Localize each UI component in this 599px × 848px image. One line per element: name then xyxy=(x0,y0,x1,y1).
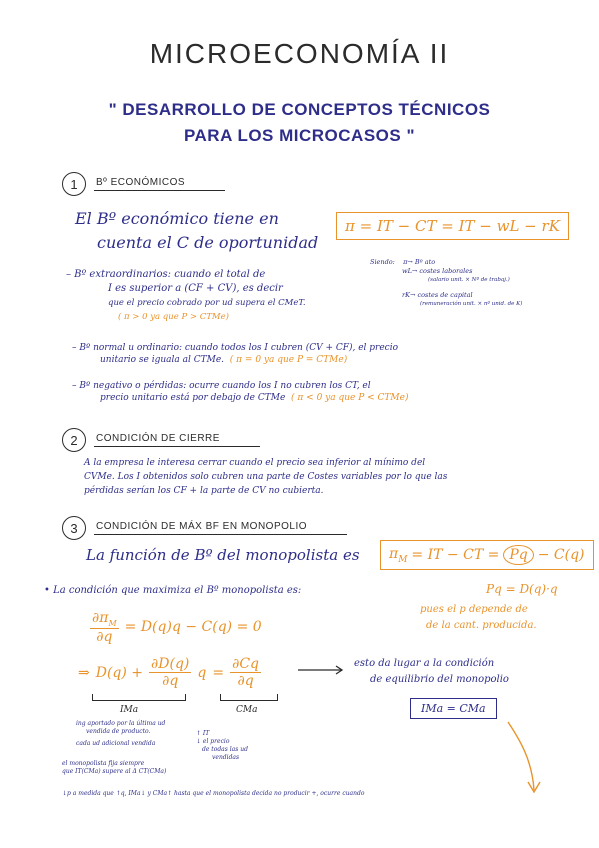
sec1-intro: El Bº económico tiene en cuenta el C de oportunidad xyxy=(75,209,319,252)
section-1-header xyxy=(62,172,225,196)
section-title: CONDICIÓN DE MÁX BF EN MONOPOLIO xyxy=(94,521,347,535)
page-subtitle-line1: " DESARROLLO DE CONCEPTOS TÉCNICOS xyxy=(108,100,491,119)
conclusion-line: ↓p a medida que ↑q, IMa↓ y CMa↑ hasta que el monopolista decida no producir +, ocurre cuando xyxy=(62,790,365,797)
section-number: 2 xyxy=(62,428,86,452)
section-title: Bº ECONÓMICOS xyxy=(94,177,225,191)
equilibrium-explanation: esto da lugar a la condición de equilibrio del monopolio xyxy=(354,658,509,685)
sec2-body: A la empresa le interesa cerrar cuando el precio sea inferior al mínimo del CVMe. Los I obtenidos solo cubren una parte de Costes variables por lo que las pérdidas serían los CF + la parte de CV no cubierta. xyxy=(84,458,448,496)
price-quantity-circle: Pq xyxy=(503,545,533,565)
marginal-equation: ⇒ D(q) + $\frac{\partial D(q)}{\partial q}$ q = $\frac{\partial Cq}{\partial q}$ xyxy=(78,656,260,689)
cma-brace xyxy=(220,694,278,701)
equilibrium-box: IMa = CMa xyxy=(410,698,497,719)
monopoly-profit-formula-box: $\pi_M$ = IT − CT = Pq − C(q) xyxy=(380,540,594,570)
ima-note-arrows: ↑ IT ↓ el precio de todas las ud vendidas xyxy=(196,730,248,761)
section-number: 1 xyxy=(62,172,86,196)
profit-formula-box: π = IT − CT = IT − wL − rK xyxy=(336,212,569,240)
page-subtitle-line2: PARA LOS MICROCASOS " xyxy=(183,126,416,145)
sec1-side-legend: Siendo: π→ Bº ato wL→ costes laborales (salario unit. × Nº de trabaj.) rK→ costes de capital (remuneración unit. × nº unid. de K) xyxy=(370,258,523,307)
pq-note: Pq = D(q)·q xyxy=(486,582,558,596)
sec1-bullet-normal: – Bº normal u ordinario: cuando todos los I cubren (CV + CF), el precio unitario se iguala al CTMe. ( π = 0 ya que P = CTMe) xyxy=(72,343,399,365)
monopolist-note: el monopolista fija siempre que IT(CMa) supere al Δ CT(CMa) xyxy=(62,760,167,775)
foc-equation: $\frac{\partial\pi_M}{\partial q}$ = D(q)q − C(q) = 0 xyxy=(92,610,262,645)
cma-label: CMa xyxy=(236,705,258,715)
curved-arrow-icon xyxy=(490,720,550,800)
pq-explanation: pues el p depende de de la cant. producida. xyxy=(420,604,537,631)
page-title: MICROECONOMÍA II xyxy=(149,38,450,69)
section-number: 3 xyxy=(62,516,86,540)
ima-note: ing aportado por la última ud vendida de producto. cada ud adicional vendida xyxy=(76,720,166,747)
section-3-header xyxy=(62,516,347,540)
sec1-bullet-negative: – Bº negativo o pérdidas: ocurre cuando los I no cubren los CT, el precio unitario está por debajo de CTMe ( π < 0 ya que P < CTMe) xyxy=(72,381,409,403)
section-title: CONDICIÓN DE CIERRE xyxy=(94,433,260,447)
ima-brace xyxy=(92,694,186,701)
sec1-bullet-extraordinary: – Bº extraordinarios: cuando el total de I es superior a (CF + CV), es decir que el precio cobrado por ud supera el CMeT. ( π > 0 ya que P > CTMe) xyxy=(66,269,306,322)
sec3-condition-intro: • La condición que maximiza el Bº monopolista es: xyxy=(44,585,302,596)
arrow-right-icon xyxy=(298,664,348,676)
ima-label: IMa xyxy=(120,705,139,715)
section-2-header xyxy=(62,428,260,452)
sec3-intro: La función de Bº del monopolista es xyxy=(86,546,360,564)
